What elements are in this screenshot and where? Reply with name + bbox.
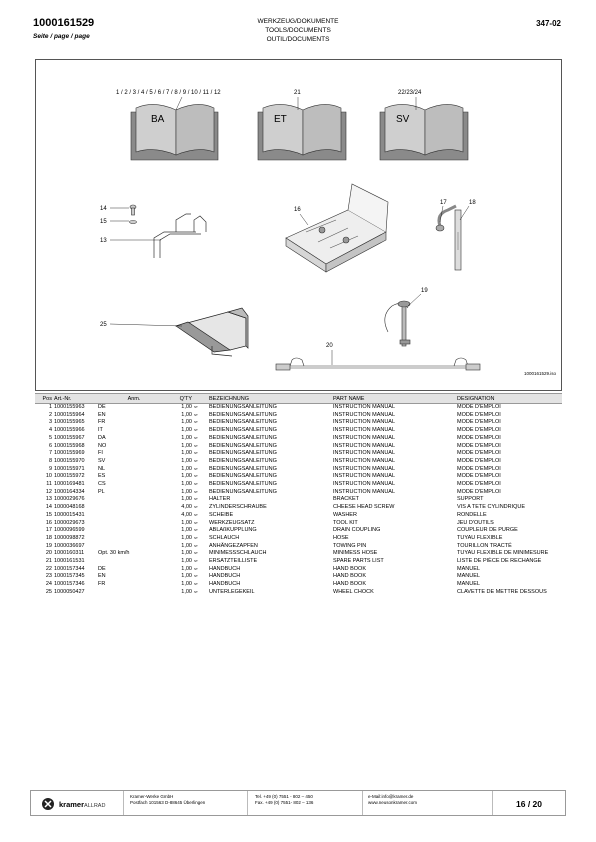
cell-remark xyxy=(98,504,170,512)
cell-pos: 11 xyxy=(46,481,52,488)
cell-designation: COUPLEUR DE PURGE xyxy=(457,527,518,534)
table-row xyxy=(35,504,562,512)
cell-part-name: CHEESE HEAD SCREW xyxy=(333,504,395,511)
col-header-pos: Pos xyxy=(35,394,54,404)
towing-pin xyxy=(385,301,410,346)
cell-article-number: 1000155965 xyxy=(54,419,85,426)
cell-bezeichnung: BEDIENUNGSANLEITUNG xyxy=(209,419,277,426)
cell-unit: ST xyxy=(194,497,198,502)
cell-quantity: 1,00 xyxy=(181,542,192,549)
cell-pos: 15 xyxy=(45,511,52,518)
wheel-chock xyxy=(176,308,248,356)
cell-remark: DA xyxy=(98,434,106,441)
cell-part-name: SPARE PARTS LIST xyxy=(333,558,384,565)
cell-article-number: 1000015431 xyxy=(54,511,85,518)
cell-bezeichnung: BEDIENUNGSANLEITUNG xyxy=(209,488,277,495)
cell-quantity: 1,00 xyxy=(181,488,192,495)
cell-designation: MODE D'EMPLOI xyxy=(457,488,501,495)
cell-remark xyxy=(98,558,170,566)
cell-quantity: 1,00 xyxy=(181,404,192,410)
cell-designation: MANUEL xyxy=(457,581,480,588)
image-reference: 1000161529.iso xyxy=(523,371,556,376)
cell-remark: Opt. 30 km/h xyxy=(98,550,130,557)
callout-16: 16 xyxy=(294,207,301,213)
cell-part-name: DRAIN COUPLING xyxy=(333,527,381,534)
cell-bezeichnung: ANHÄNGEZAPFEN xyxy=(209,542,258,549)
callout-14: 14 xyxy=(100,206,107,212)
cell-article-number: 1000029676 xyxy=(54,496,85,503)
cell-article-number: 1000155969 xyxy=(54,450,85,457)
cell-part-name: INSTRUCTION MANUAL xyxy=(333,434,396,441)
cell-designation: RONDELLE xyxy=(457,511,487,518)
cell-pos: 9 xyxy=(48,465,52,472)
book-label-ba: BA xyxy=(151,114,165,125)
cell-bezeichnung: BEDIENUNGSANLEITUNG xyxy=(209,450,277,457)
cell-article-number: 1000155971 xyxy=(54,465,85,472)
cell-quantity: 1,00 xyxy=(181,427,192,434)
cell-article-number: 1000096599 xyxy=(54,527,85,534)
footer-address-cell xyxy=(123,791,248,815)
cell-remark xyxy=(98,512,170,520)
cell-quantity: 1,00 xyxy=(181,465,192,472)
cell-designation: LISTE DE PIÈCE DE RECHANGE xyxy=(457,558,542,565)
cell-article-number: 1000161531 xyxy=(54,558,85,565)
callout-manuals: 1 / 2 / 3 / 4 / 5 / 6 / 7 / 8 / 9 / 10 / 11 / 12 xyxy=(116,90,221,96)
cell-quantity: 1,00 xyxy=(181,558,192,565)
cell-pos: 2 xyxy=(48,411,52,418)
cell-designation: TOURILLON TRACTÉ xyxy=(457,542,512,549)
callout-25: 25 xyxy=(100,322,107,328)
cell-unit: ST xyxy=(194,435,198,440)
cell-pos: 19 xyxy=(45,542,52,549)
cell-part-name: INSTRUCTION MANUAL xyxy=(333,442,396,449)
cell-unit: ST xyxy=(194,458,198,463)
cell-part-name: INSTRUCTION MANUAL xyxy=(333,404,396,410)
footer-phone-cell xyxy=(248,791,363,815)
col-header-designation: DESIGNATION xyxy=(457,394,562,404)
cell-bezeichnung: WERKZEUGSATZ xyxy=(209,519,255,526)
cell-article-number: 1000169481 xyxy=(54,481,85,488)
cell-remark: IT xyxy=(98,427,103,434)
cell-unit: ST xyxy=(194,451,198,456)
page-number: 16 / 20 xyxy=(516,799,542,809)
cell-pos: 25 xyxy=(45,588,52,595)
cell-remark: DE xyxy=(98,404,106,410)
cell-part-name: INSTRUCTION MANUAL xyxy=(333,419,396,426)
cell-quantity: 4,00 xyxy=(181,511,192,518)
cell-bezeichnung: BEDIENUNGSANLEITUNG xyxy=(209,442,277,449)
cell-unit: ST xyxy=(194,505,198,510)
cell-designation: MODE D'EMPLOI xyxy=(457,419,501,426)
manual-book-sv xyxy=(380,104,468,160)
cell-bezeichnung: ERSATZTEILLISTE xyxy=(209,558,258,565)
table-row xyxy=(35,450,562,458)
table-row xyxy=(35,512,562,520)
table-row xyxy=(35,520,562,528)
cell-pos: 6 xyxy=(48,442,52,449)
cell-part-name: INSTRUCTION MANUAL xyxy=(333,465,396,472)
cell-part-name: HAND BOOK xyxy=(333,581,367,588)
cell-quantity: 1,00 xyxy=(181,550,192,557)
cell-designation: VIS A TETE CYLINDRIQUE xyxy=(457,504,526,511)
cell-pos: 23 xyxy=(45,573,52,580)
callout-18: 18 xyxy=(469,200,476,206)
cell-pos: 13 xyxy=(45,496,52,503)
cell-pos: 7 xyxy=(48,450,52,457)
parts-drawing xyxy=(35,59,562,391)
cell-part-name: HOSE xyxy=(333,534,349,541)
cell-unit: ST xyxy=(194,412,198,417)
table-row xyxy=(35,466,562,474)
cell-designation: SUPPORT xyxy=(457,496,484,503)
table-row xyxy=(35,458,562,466)
cell-bezeichnung: ZYLINDERSCHRAUBE xyxy=(209,504,267,511)
cell-part-name: TOOL KIT xyxy=(333,519,358,526)
cell-unit: ST xyxy=(194,574,198,579)
cell-pos: 22 xyxy=(45,565,52,572)
cell-designation: MODE D'EMPLOI xyxy=(457,450,501,457)
cell-quantity: 1,00 xyxy=(181,519,192,526)
cell-remark xyxy=(98,543,170,551)
col-header-article-number: Art.-Nr. xyxy=(54,394,98,404)
cell-designation: JEU D'OUTILS xyxy=(457,519,494,526)
cell-remark: DE xyxy=(98,565,106,572)
table-row xyxy=(35,527,562,535)
cell-remark: FR xyxy=(98,581,106,588)
cell-unit: ST xyxy=(194,474,198,479)
cell-remark: FR xyxy=(98,419,106,426)
cell-designation: MODE D'EMPLOI xyxy=(457,465,501,472)
table-row xyxy=(35,589,562,597)
exploded-view-svg xyxy=(36,60,563,392)
cell-unit: ST xyxy=(194,443,198,448)
cell-bezeichnung: ABLAßKUPPLUNG xyxy=(209,527,257,534)
cell-pos: 24 xyxy=(45,581,52,588)
callout-19: 19 xyxy=(421,288,428,294)
company-address: Postfach 101563 D-88645 Überlingen xyxy=(130,800,206,805)
cell-pos: 12 xyxy=(45,488,52,495)
cell-unit: ST xyxy=(194,589,198,594)
cell-bezeichnung: BEDIENUNGSANLEITUNG xyxy=(209,473,277,480)
cell-article-number: 1000048168 xyxy=(54,504,85,511)
cell-remark: PL xyxy=(98,488,105,495)
company-name: Kramer-Werke GmbH xyxy=(130,794,174,799)
parts-table-body xyxy=(35,404,562,597)
col-header-part-name: PART NAME xyxy=(333,394,457,404)
cell-quantity: 1,00 xyxy=(181,434,192,441)
table-row xyxy=(35,581,562,589)
logo-text-bold: kramer xyxy=(59,800,85,809)
bracket xyxy=(154,214,206,258)
cell-pos: 10 xyxy=(45,473,52,480)
phone-number: Tel. +49 (0) 7551 - 802 – 450 xyxy=(255,794,313,799)
table-row xyxy=(35,535,562,543)
cell-pos: 4 xyxy=(48,427,52,434)
cell-bezeichnung: SCHEIBE xyxy=(209,511,234,518)
cell-pos: 17 xyxy=(45,527,52,534)
table-row xyxy=(35,550,562,558)
cell-designation: MODE D'EMPLOI xyxy=(457,411,501,418)
col-header-remark: Anm. xyxy=(98,394,170,404)
cell-remark: CS xyxy=(98,481,106,488)
cell-pos: 18 xyxy=(45,534,52,541)
callout-13: 13 xyxy=(100,238,107,244)
cell-article-number: 1000157346 xyxy=(54,581,85,588)
cell-designation: MODE D'EMPLOI xyxy=(457,473,501,480)
footer-contact-cell xyxy=(363,791,493,815)
cell-designation: MANUEL xyxy=(457,573,480,580)
table-row xyxy=(35,543,562,551)
cell-remark xyxy=(98,535,170,543)
cell-designation: MODE D'EMPLOI xyxy=(457,481,501,488)
manual-book-ba xyxy=(131,104,218,160)
table-row xyxy=(35,404,562,412)
cell-quantity: 4,00 xyxy=(181,504,192,511)
cell-designation: TUYAU FLEXIBLE DE MINIMESURE xyxy=(457,550,549,557)
table-row xyxy=(35,412,562,420)
book-label-sv: SV xyxy=(396,114,410,125)
cell-unit: ST xyxy=(194,551,198,556)
cell-pos: 5 xyxy=(48,434,52,441)
cell-bezeichnung: BEDIENUNGSANLEITUNG xyxy=(209,427,277,434)
screw-and-washer xyxy=(130,205,137,224)
cell-pos: 16 xyxy=(45,519,52,526)
parts-table xyxy=(35,393,562,597)
table-row xyxy=(35,419,562,427)
cell-quantity: 1,00 xyxy=(181,527,192,534)
cell-designation: CLAVETTE DE METTRE DESSOUS xyxy=(457,588,547,595)
cell-unit: ST xyxy=(194,512,198,517)
cell-remark: EN xyxy=(98,573,106,580)
col-header-unit xyxy=(192,394,209,404)
cell-part-name: INSTRUCTION MANUAL xyxy=(333,450,396,457)
cell-quantity: 1,00 xyxy=(181,442,192,449)
cell-unit: ST xyxy=(194,482,198,487)
table-row xyxy=(35,473,562,481)
table-row xyxy=(35,558,562,566)
cell-bezeichnung: BEDIENUNGSANLEITUNG xyxy=(209,465,277,472)
cell-article-number: 1000157345 xyxy=(54,573,85,580)
table-row xyxy=(35,443,562,451)
col-header-quantity: Q'TY xyxy=(170,394,192,404)
cell-part-name: BRACKET xyxy=(333,496,359,503)
book-label-et: ET xyxy=(274,114,287,125)
cell-quantity: 1,00 xyxy=(181,450,192,457)
cell-article-number: 1000098872 xyxy=(54,534,85,541)
cell-pos: 8 xyxy=(48,457,52,464)
table-row xyxy=(35,496,562,504)
callout-22-24: 22/23/24 xyxy=(398,90,422,96)
cell-article-number: 1000157344 xyxy=(54,565,85,572)
cell-unit: ST xyxy=(194,535,198,540)
cell-unit: ST xyxy=(194,405,198,409)
cell-designation: MANUEL xyxy=(457,565,480,572)
cell-unit: ST xyxy=(194,528,198,533)
cell-bezeichnung: SCHLAUCH xyxy=(209,534,240,541)
cell-article-number: 1000036697 xyxy=(54,542,85,549)
cell-part-name: INSTRUCTION MANUAL xyxy=(333,481,396,488)
table-row xyxy=(35,427,562,435)
title-en: TOOLS/DOCUMENTS xyxy=(265,27,331,34)
manual-book-et xyxy=(258,104,346,160)
section-code: 347-02 xyxy=(536,19,561,28)
cell-bezeichnung: BEDIENUNGSANLEITUNG xyxy=(209,434,277,441)
cell-unit: ST xyxy=(194,428,198,433)
callout-15: 15 xyxy=(100,219,107,225)
cell-article-number: 1000050427 xyxy=(54,588,85,595)
cell-part-name: INSTRUCTION MANUAL xyxy=(333,411,396,418)
cell-remark xyxy=(98,520,170,528)
cell-quantity: 1,00 xyxy=(181,473,192,480)
cell-bezeichnung: HANDBUCH xyxy=(209,573,241,580)
cell-quantity: 1,00 xyxy=(181,581,192,588)
website-url: www.neusonkramer.com xyxy=(368,800,418,805)
callout-21: 21 xyxy=(294,90,301,96)
cell-pos: 20 xyxy=(45,550,52,557)
cell-article-number: 1000029673 xyxy=(54,519,85,526)
cell-quantity: 1,00 xyxy=(181,481,192,488)
cell-designation: TUYAU FLEXIBLE xyxy=(457,534,503,541)
cell-part-name: WHEEL CHOCK xyxy=(333,588,374,595)
page-label: Seite / page / page xyxy=(33,33,90,40)
cell-article-number: 1000164334 xyxy=(54,488,85,495)
cell-pos: 1 xyxy=(48,404,52,410)
cell-designation: MODE D'EMPLOI xyxy=(457,434,501,441)
cell-quantity: 1,00 xyxy=(181,565,192,572)
cell-article-number: 1000155966 xyxy=(54,427,85,434)
cell-designation: MODE D'EMPLOI xyxy=(457,442,501,449)
cell-part-name: HAND BOOK xyxy=(333,565,367,572)
table-row xyxy=(35,435,562,443)
title-de: WERKZEUG/DOKUMENTE xyxy=(257,18,339,25)
cell-unit: ST xyxy=(194,466,198,471)
page-title xyxy=(200,17,396,44)
email-address: e-Mail:info@kramer.de xyxy=(368,794,414,799)
minimess-hose xyxy=(276,358,480,370)
cell-remark: EN xyxy=(98,411,106,418)
cell-bezeichnung: HALTER xyxy=(209,496,231,503)
cell-quantity: 1,00 xyxy=(181,411,192,418)
cell-remark xyxy=(98,527,170,535)
cell-remark: FI xyxy=(98,450,103,457)
cell-article-number: 1000155972 xyxy=(54,473,85,480)
drain-coupling-and-hose xyxy=(436,206,461,270)
cell-remark: SV xyxy=(98,457,106,464)
cell-part-name: HAND BOOK xyxy=(333,573,367,580)
cell-part-name: INSTRUCTION MANUAL xyxy=(333,473,396,480)
cell-unit: ST xyxy=(194,420,198,425)
table-row xyxy=(35,566,562,574)
cell-remark xyxy=(98,589,170,597)
parts-table-header xyxy=(35,394,562,404)
cell-quantity: 1,00 xyxy=(181,496,192,503)
fax-number: Fax. +49 (0) 7551- 802 – 136 xyxy=(255,800,314,805)
cell-quantity: 1,00 xyxy=(181,457,192,464)
cell-part-name: WASHER xyxy=(333,511,357,518)
cell-designation: MODE D'EMPLOI xyxy=(457,404,501,410)
cell-bezeichnung: HANDBUCH xyxy=(209,565,241,572)
cell-pos: 3 xyxy=(48,419,52,426)
cell-designation: MODE D'EMPLOI xyxy=(457,427,501,434)
cell-pos: 14 xyxy=(45,504,52,511)
cell-quantity: 1,00 xyxy=(181,588,192,595)
cell-part-name: MINIMESS HOSE xyxy=(333,550,378,557)
kramer-logo xyxy=(59,800,105,809)
kramer-logo-icon xyxy=(41,797,55,811)
cell-remark: NL xyxy=(98,465,106,472)
cell-bezeichnung: HANDBUCH xyxy=(209,581,241,588)
table-row xyxy=(35,489,562,497)
cell-designation: MODE D'EMPLOI xyxy=(457,457,501,464)
cell-quantity: 1,00 xyxy=(181,534,192,541)
cell-unit: ST xyxy=(194,566,198,571)
cell-bezeichnung: MINIMESSSCHLAUCH xyxy=(209,550,267,557)
cell-unit: ST xyxy=(194,489,198,494)
cell-article-number: 1000155967 xyxy=(54,434,85,441)
cell-bezeichnung: BEDIENUNGSANLEITUNG xyxy=(209,481,277,488)
logo-text-light: ALLRAD xyxy=(84,803,106,809)
cell-part-name: INSTRUCTION MANUAL xyxy=(333,457,396,464)
cell-article-number: 1000155970 xyxy=(54,457,85,464)
cell-unit: ST xyxy=(194,520,198,525)
cell-part-name: TOWING PIN xyxy=(333,542,367,549)
cell-remark xyxy=(98,496,170,504)
cell-part-name: INSTRUCTION MANUAL xyxy=(333,488,396,495)
cell-unit: ST xyxy=(194,559,198,564)
cell-unit: ST xyxy=(194,582,198,587)
cell-article-number: 1000155968 xyxy=(54,442,85,449)
callout-20: 20 xyxy=(326,343,333,349)
cell-bezeichnung: UNTERLEGEKEIL xyxy=(209,588,255,595)
cell-bezeichnung: BEDIENUNGSANLEITUNG xyxy=(209,404,277,410)
cell-remark: ES xyxy=(98,473,106,480)
cell-quantity: 1,00 xyxy=(181,419,192,426)
cell-unit: ST xyxy=(194,543,198,548)
cell-quantity: 1,00 xyxy=(181,573,192,580)
footer-logo-cell xyxy=(31,791,124,815)
cell-article-number: 1000160311 xyxy=(54,550,85,557)
cell-article-number: 1000155963 xyxy=(54,404,85,410)
cell-bezeichnung: BEDIENUNGSANLEITUNG xyxy=(209,457,277,464)
cell-remark: NO xyxy=(98,442,107,449)
cell-pos: 21 xyxy=(45,558,52,565)
page-footer xyxy=(30,790,566,816)
table-row xyxy=(35,481,562,489)
table-row xyxy=(35,573,562,581)
col-header-bezeichnung: BEZEICHNUNG xyxy=(209,394,333,404)
cell-bezeichnung: BEDIENUNGSANLEITUNG xyxy=(209,411,277,418)
document-number: 1000161529 xyxy=(33,17,95,29)
callout-17: 17 xyxy=(440,200,447,206)
tool-kit-box xyxy=(286,184,388,272)
cell-part-name: INSTRUCTION MANUAL xyxy=(333,427,396,434)
cell-article-number: 1000155964 xyxy=(54,411,85,418)
title-fr: OUTIL/DOCUMENTS xyxy=(266,36,330,43)
